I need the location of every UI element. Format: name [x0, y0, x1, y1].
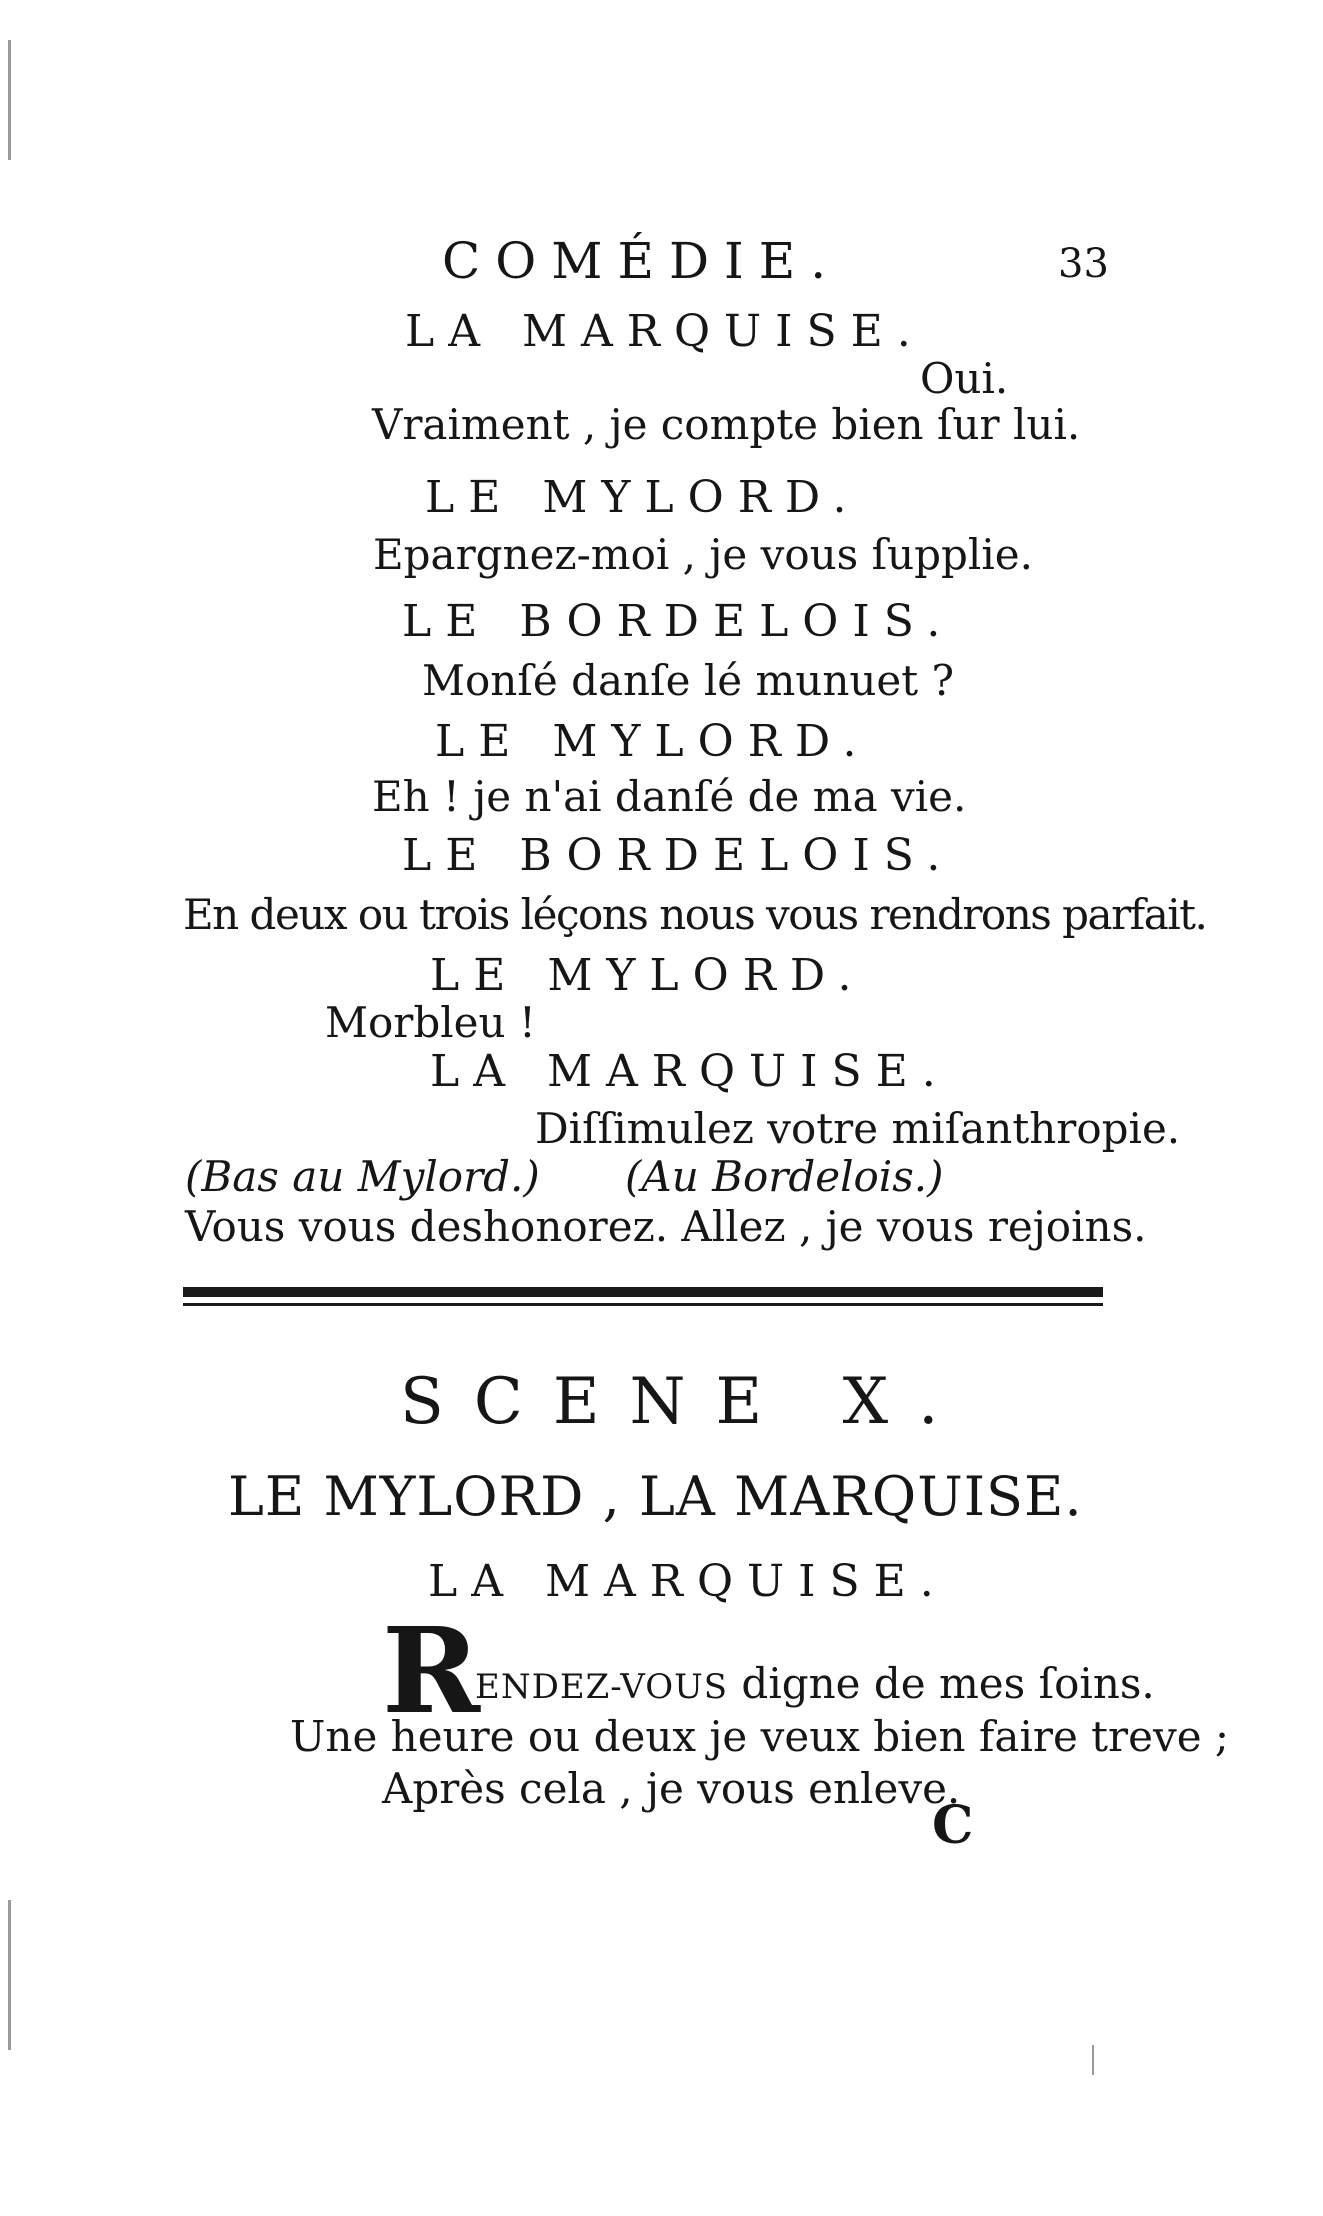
signature-mark: C	[932, 1795, 974, 1856]
speaker-name: LE BORDELOIS.	[402, 596, 955, 647]
speaker-name: LE MYLORD.	[430, 950, 866, 1001]
margin-speck	[1092, 2045, 1094, 2075]
verse-line	[475, 1659, 1155, 1708]
drop-cap: R	[382, 1601, 481, 1740]
speaker-name: LA MARQUISE.	[428, 1556, 948, 1607]
margin-speck	[8, 1900, 11, 2050]
speaker-name: LE BORDELOIS.	[402, 830, 955, 881]
ornamental-rule	[183, 1287, 1103, 1306]
page-number: 33	[1058, 241, 1109, 287]
scene-characters: LE MYLORD , LA MARQUISE.	[228, 1465, 1083, 1528]
smallcaps-opening: ENDEZ-VOUS	[475, 1667, 729, 1707]
verse-line: Une heure ou deux je veux bien faire treve ;	[290, 1712, 1230, 1761]
running-title: COMÉDIE.	[442, 232, 842, 290]
verse-line: Oui.	[920, 354, 1009, 403]
scene-title: SCENE X.	[400, 1365, 969, 1439]
stage-direction: (Au Bordelois.)	[625, 1152, 944, 1201]
speaker-name: LA MARQUISE.	[405, 306, 925, 357]
verse-line: Après cela , je vous enleve.	[382, 1764, 961, 1813]
verse-line: Diſſimulez votre miſanthropie.	[535, 1104, 1181, 1153]
speaker-name: LE MYLORD.	[425, 472, 861, 523]
verse-line: Eh ! je n'ai danſé de ma vie.	[372, 772, 967, 821]
speaker-name: LE MYLORD.	[435, 716, 871, 767]
speaker-name: LA MARQUISE.	[430, 1046, 950, 1097]
verse-line: Vous vous deshonorez. Allez , je vous rejoins.	[185, 1202, 1147, 1251]
verse-line: Vraiment , je compte bien ſur lui.	[372, 400, 1081, 449]
opening-rest: digne de mes ſoins.	[728, 1659, 1155, 1708]
verse-line: En deux ou trois léçons nous vous rendrons parfait.	[183, 890, 1207, 939]
verse-line: Morbleu !	[325, 998, 536, 1047]
verse-line: Monſé danſe lé munuet ?	[422, 656, 955, 705]
margin-speck	[8, 40, 11, 160]
stage-direction: (Bas au Mylord.)	[185, 1152, 540, 1201]
verse-line: Epargnez-moi , je vous ſupplie.	[373, 530, 1034, 579]
